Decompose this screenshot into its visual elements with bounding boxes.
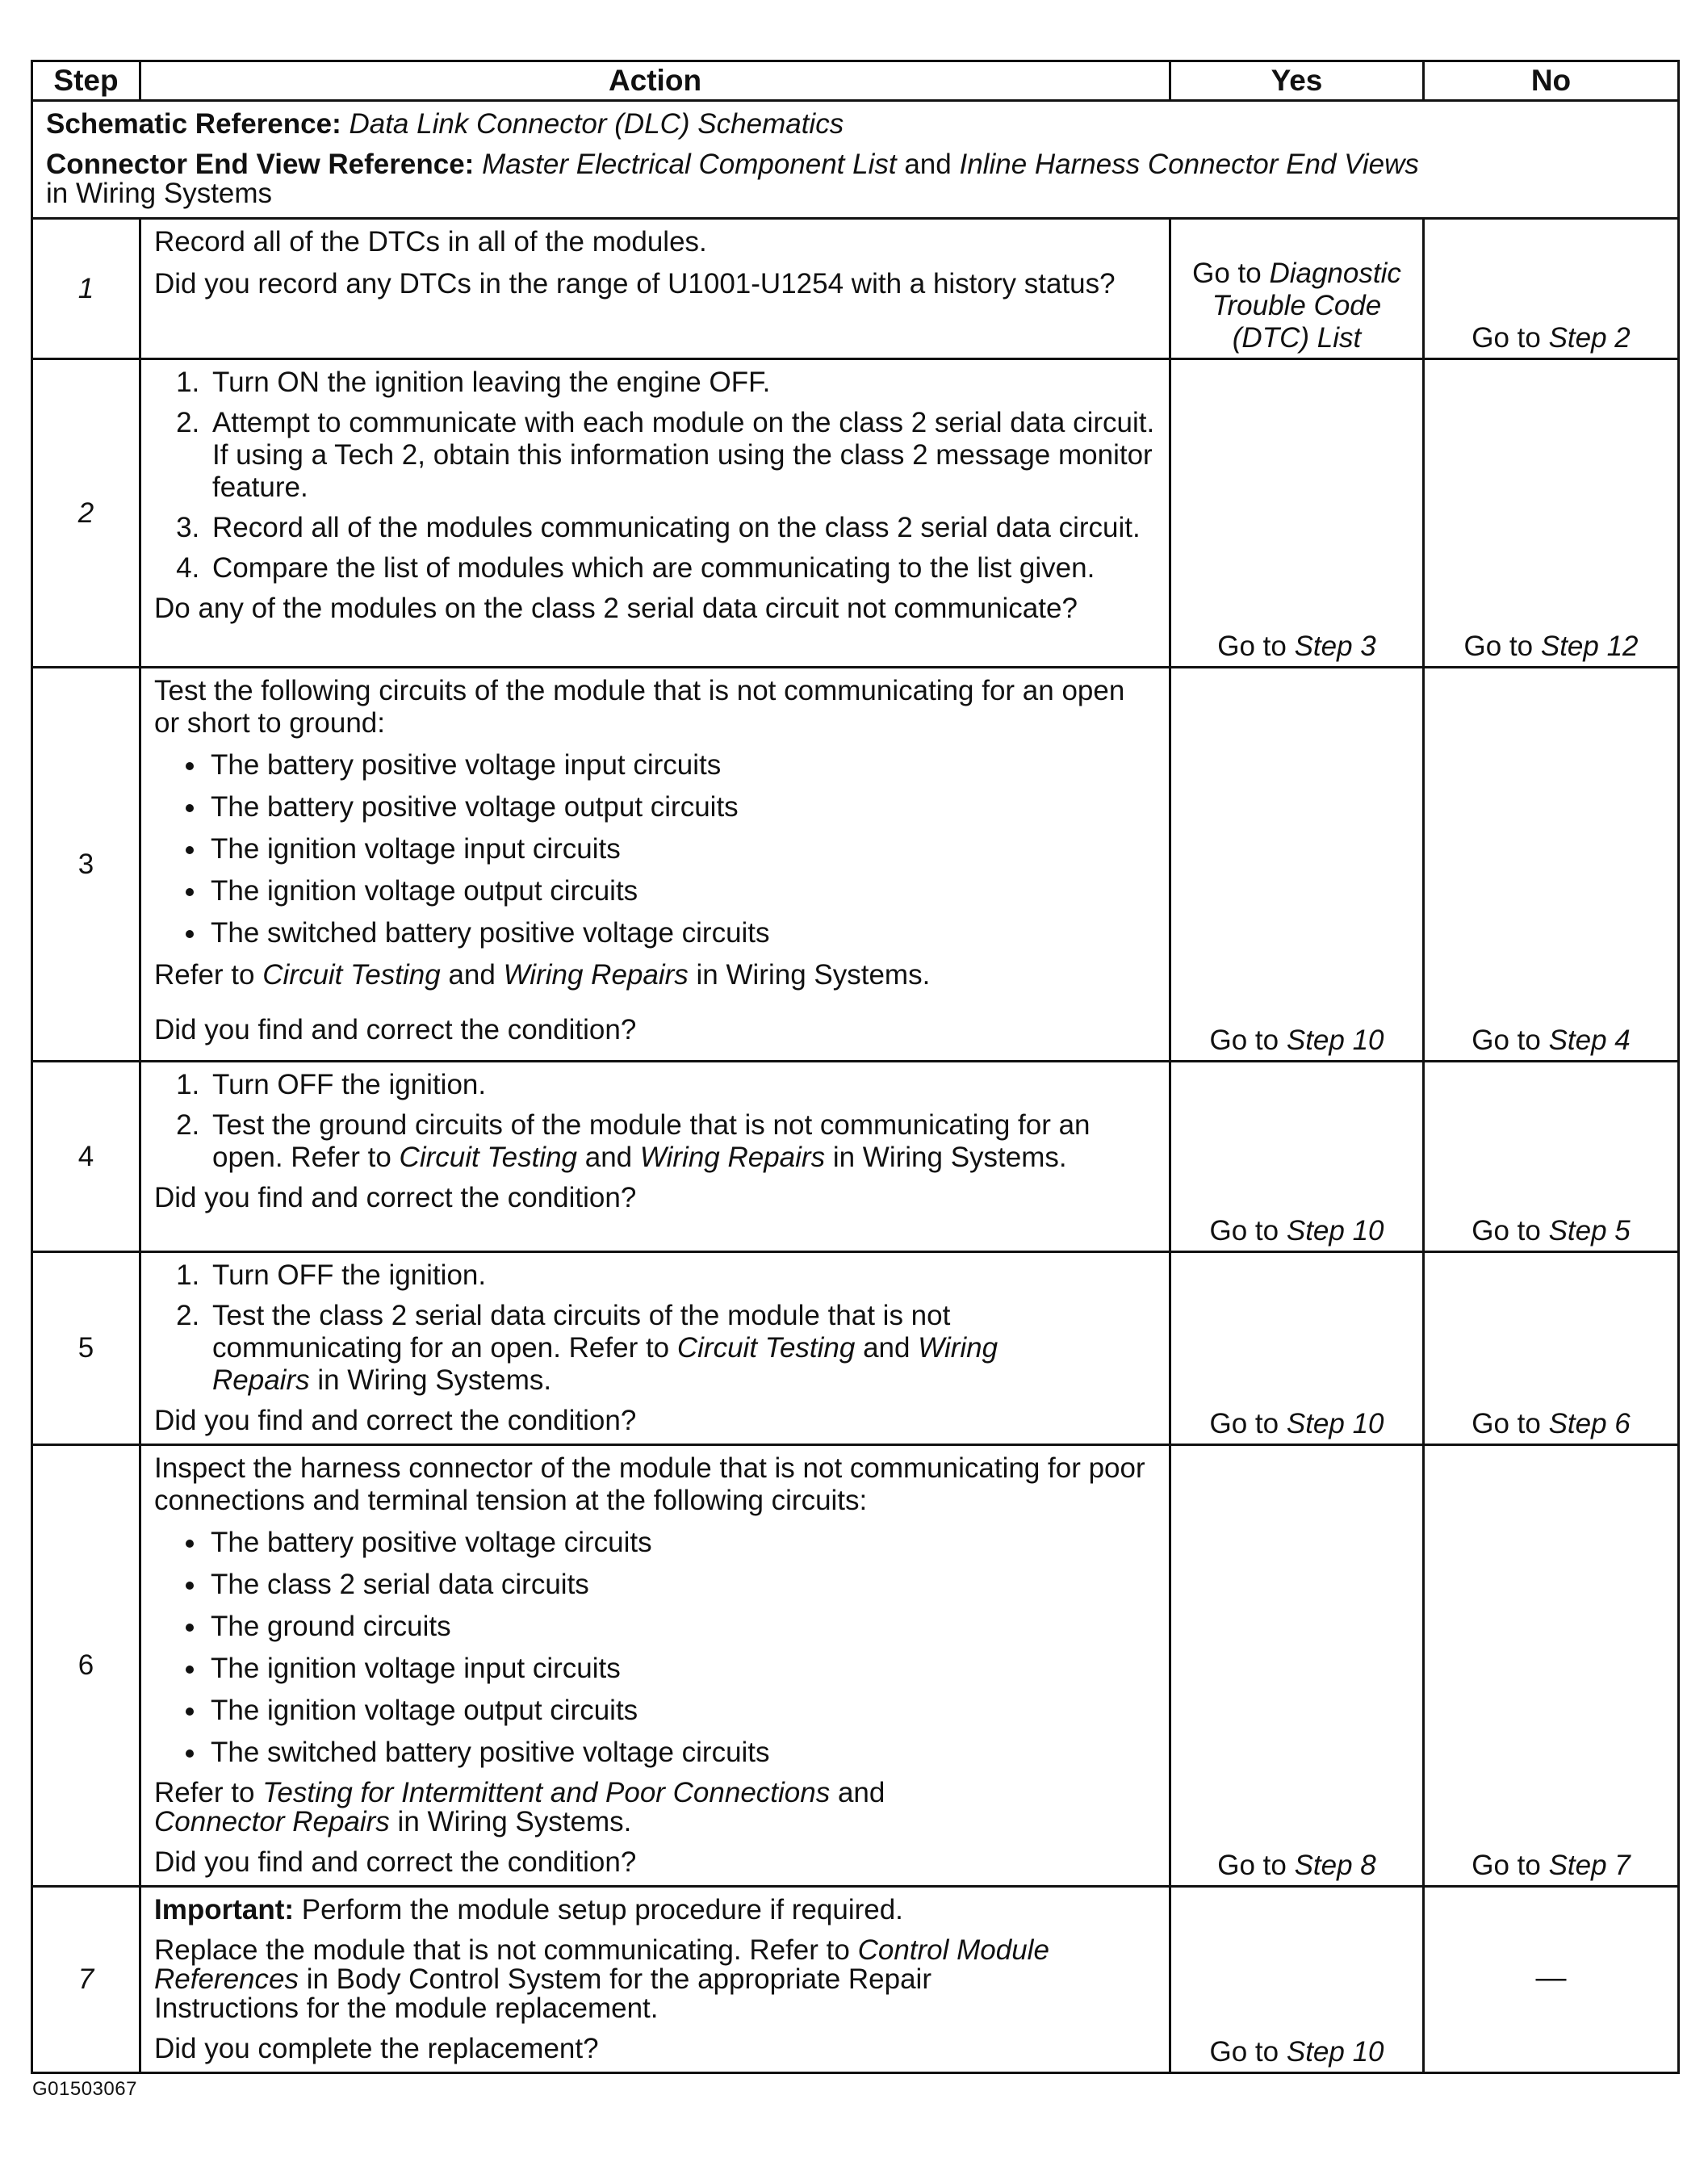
refer-link[interactable]: Circuit Testing — [262, 959, 441, 991]
action-question: Did you complete the replacement? — [154, 2033, 599, 2064]
no-link[interactable]: Step 7 — [1548, 1850, 1631, 1881]
circuit-item: • The battery positive voltage output circuits — [207, 791, 1158, 823]
connector-reference-value2: Inline Harness Connector End Views — [959, 149, 1419, 180]
connector-reference-tail: in Wiring Systems — [46, 178, 273, 209]
action-cell — [140, 1252, 1170, 1445]
refer-link[interactable]: Circuit Testing — [676, 1332, 856, 1364]
yes-cell — [1170, 219, 1424, 359]
table-header-row — [32, 61, 1679, 101]
circuit-item: • The ignition voltage input circuits — [207, 1653, 1158, 1685]
no-prefix: Go to — [1471, 1850, 1541, 1881]
no-prefix: Go to — [1471, 322, 1541, 354]
action-steps — [143, 1259, 1158, 1397]
no-cell — [1424, 668, 1679, 1062]
step-number: 5 — [32, 1252, 140, 1445]
no-cell — [1424, 1445, 1679, 1887]
yes-link[interactable]: Step 8 — [1294, 1850, 1376, 1881]
action-question: Did you find and correct the condition? — [154, 1014, 637, 1045]
refer-link[interactable]: Wiring Repairs — [503, 959, 689, 991]
no-link[interactable]: Step 5 — [1548, 1215, 1631, 1247]
circuit-item: • The battery positive voltage circuits — [207, 1527, 1158, 1559]
no-link[interactable]: Step 12 — [1540, 631, 1639, 662]
action-question: Did you record any DTCs in the range of U1001-U1254 with a history status? — [154, 268, 1116, 300]
yes-cell — [1170, 1252, 1424, 1445]
reference-cell — [32, 101, 1679, 219]
refer-link[interactable]: Testing for Intermittent and Poor Connections — [262, 1777, 831, 1808]
no-link[interactable]: Step 4 — [1548, 1025, 1631, 1056]
circuit-item: • The switched battery positive voltage circuits — [207, 917, 1158, 949]
action-step: 2. Attempt to communicate with each module on the class 2 serial data circuit. If using a Tech 2, obtain this information using the class 2 message monitor feature. — [207, 407, 1158, 504]
yes-link[interactable]: Step 3 — [1294, 631, 1376, 662]
refer-link[interactable]: Wiring Repairs — [639, 1142, 826, 1173]
connector-reference-label: Connector End View Reference: — [46, 149, 475, 180]
refer-link[interactable]: Connector Repairs — [154, 1806, 390, 1837]
action-cell — [140, 1887, 1170, 2073]
table-row-step-4 — [32, 1062, 1679, 1252]
action-steps — [143, 367, 1158, 585]
action-text: Record all of the DTCs in all of the modules. — [154, 226, 707, 258]
step-number: 7 — [32, 1887, 140, 2073]
yes-link[interactable]: Diagnostic Trouble Code (DTC) List — [1212, 258, 1401, 354]
important-label: Important: — [154, 1894, 295, 1925]
no-link[interactable]: Step 2 — [1548, 322, 1631, 354]
yes-prefix: Go to — [1217, 1850, 1287, 1881]
figure-id: G01503067 — [32, 2078, 137, 2100]
yes-prefix: Go to — [1209, 2036, 1279, 2068]
action-cell — [140, 359, 1170, 668]
important-text: Perform the module setup procedure if required. — [301, 1894, 903, 1925]
circuit-item: • The switched battery positive voltage circuits — [207, 1737, 1158, 1769]
header-no: No — [1424, 61, 1679, 101]
schematic-reference-value: Data Link Connector (DLC) Schematics — [349, 108, 844, 140]
no-cell — [1424, 1062, 1679, 1252]
header-action: Action — [140, 61, 1170, 101]
connector-reference — [46, 150, 1666, 208]
yes-link[interactable]: Step 10 — [1286, 1215, 1384, 1247]
no-cell — [1424, 1887, 1679, 2073]
step-number: 1 — [32, 219, 140, 359]
circuit-list — [154, 749, 1158, 949]
schematic-reference-label: Schematic Reference: — [46, 108, 341, 140]
table-row-step-1 — [32, 219, 1679, 359]
circuit-item: • The class 2 serial data circuits — [207, 1569, 1158, 1601]
circuit-list — [154, 1527, 1158, 1769]
yes-cell — [1170, 1445, 1424, 1887]
reference-row — [32, 101, 1679, 219]
yes-prefix: Go to — [1217, 631, 1287, 662]
step-number: 4 — [32, 1062, 140, 1252]
circuit-item: • The battery positive voltage input circuits — [207, 749, 1158, 781]
refer-line: Refer to Circuit Testing and Wiring Repairs in Wiring Systems. — [154, 959, 931, 991]
action-intro: Inspect the harness connector of the module that is not communicating for poor connections and terminal tension at the following circuits: — [154, 1452, 1145, 1516]
action-step: 2. Test the class 2 serial data circuits of the module that is not communicating for an open. Refer to Circuit Testing and Wiring Repairs in Wiring Systems. — [207, 1300, 1158, 1397]
no-value: — — [1535, 1960, 1567, 1995]
yes-prefix: Go to — [1209, 1408, 1279, 1439]
circuit-item: • The ground circuits — [207, 1611, 1158, 1643]
action-step: 1. Turn OFF the ignition. — [207, 1069, 1158, 1101]
action-cell — [140, 1062, 1170, 1252]
action-steps — [143, 1069, 1158, 1174]
circuit-item: • The ignition voltage output circuits — [207, 1695, 1158, 1727]
no-prefix: Go to — [1463, 631, 1534, 662]
yes-link[interactable]: Step 10 — [1286, 1408, 1384, 1439]
no-prefix: Go to — [1471, 1025, 1541, 1056]
refer-line: Refer to Testing for Intermittent and Poor Connections and Connector Repairs in Wiring Systems. — [154, 1777, 885, 1837]
action-cell — [140, 1445, 1170, 1887]
action-question: Did you find and correct the condition? — [154, 1846, 637, 1878]
action-step: 1. Turn ON the ignition leaving the engine OFF. — [207, 367, 1158, 399]
important-note — [154, 1894, 1158, 1926]
action-cell — [140, 668, 1170, 1062]
circuit-item: • The ignition voltage output circuits — [207, 875, 1158, 907]
table-row-step-3 — [32, 668, 1679, 1062]
refer-link[interactable]: Wiring Repairs — [212, 1332, 998, 1396]
step-number: 6 — [32, 1445, 140, 1887]
table-row-step-7 — [32, 1887, 1679, 2073]
yes-cell — [1170, 1887, 1424, 2073]
action-question: Did you find and correct the condition? — [154, 1182, 637, 1213]
action-step: 2. Test the ground circuits of the module that is not communicating for an open. Refer to Circuit Testing and Wiring Repairs in Wiring Systems. — [207, 1109, 1158, 1174]
action-question: Did you find and correct the condition? — [154, 1405, 637, 1436]
diagnostic-table-container — [31, 60, 1677, 2074]
circuit-item: • The ignition voltage input circuits — [207, 833, 1158, 865]
table-row-step-6 — [32, 1445, 1679, 1887]
action-cell — [140, 219, 1170, 359]
connector-reference-value1: Master Electrical Component List — [482, 149, 897, 180]
refer-link[interactable]: Control Module References — [154, 1934, 1049, 1995]
yes-prefix: Go to — [1192, 258, 1262, 289]
table-row-step-2 — [32, 359, 1679, 668]
schematic-reference — [46, 108, 1666, 140]
yes-prefix: Go to — [1209, 1215, 1279, 1247]
action-step: 3. Record all of the modules communicating on the class 2 serial data circuit. — [207, 512, 1158, 544]
action-intro: Test the following circuits of the module that is not communicating for an open or short to ground: — [154, 675, 1125, 739]
action-question: Do any of the modules on the class 2 serial data circuit not communicate? — [154, 593, 1078, 624]
yes-prefix: Go to — [1209, 1025, 1279, 1056]
refer-link[interactable]: Circuit Testing — [399, 1142, 578, 1173]
yes-link[interactable]: Step 10 — [1286, 1025, 1384, 1056]
action-step: 1. Turn OFF the ignition. — [207, 1259, 1158, 1292]
header-step: Step — [32, 61, 140, 101]
no-prefix: Go to — [1471, 1408, 1541, 1439]
step-number: 2 — [32, 359, 140, 668]
yes-link[interactable]: Step 10 — [1286, 2036, 1384, 2068]
no-prefix: Go to — [1471, 1215, 1541, 1247]
no-cell — [1424, 1252, 1679, 1445]
replace-instruction: Replace the module that is not communicating. Refer to Control Module References in Body Control System for the appropriate Repair Instructions for the module replacement. — [154, 1934, 1049, 2024]
action-step: 4. Compare the list of modules which are communicating to the list given. — [207, 552, 1158, 585]
step-number: 3 — [32, 668, 140, 1062]
yes-cell — [1170, 668, 1424, 1062]
yes-cell — [1170, 1062, 1424, 1252]
yes-cell — [1170, 359, 1424, 668]
diagnostic-procedure-table — [31, 60, 1680, 2074]
no-cell — [1424, 359, 1679, 668]
no-link[interactable]: Step 6 — [1548, 1408, 1631, 1439]
header-yes: Yes — [1170, 61, 1424, 101]
table-row-step-5 — [32, 1252, 1679, 1445]
connector-reference-and: and — [904, 149, 952, 180]
no-cell — [1424, 219, 1679, 359]
